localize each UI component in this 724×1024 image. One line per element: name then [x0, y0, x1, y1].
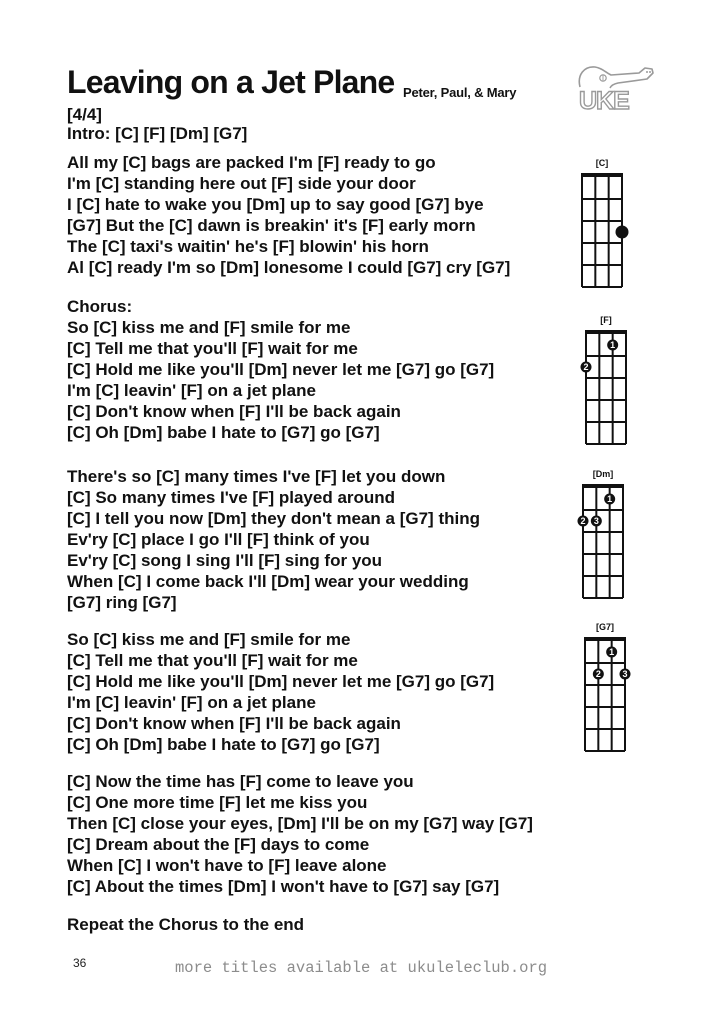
lyric-line: So [C] kiss me and [F] smile for me	[67, 317, 351, 337]
lyric-line: [C] Hold me like you'll [Dm] never let me [G7] go [G7]	[67, 359, 495, 379]
lyric-line: [C] Tell me that you'll [F] wait for me	[67, 338, 358, 358]
lyric-line: [C] Oh [Dm] babe I hate to [G7] go [G7]	[67, 734, 380, 754]
chord-label: [F]	[600, 315, 612, 325]
lyric-line: Ev'ry [C] song I sing I'll [F] sing for you	[67, 550, 383, 570]
chord-diagram-dm	[577, 469, 629, 602]
finger-number: 1	[610, 340, 616, 351]
lyric-line: [C] One more time [F] let me kiss you	[67, 792, 368, 812]
lyric-line: I'm [C] leavin' [F] on a jet plane	[67, 380, 316, 400]
lyric-line: [C] So many times I've [F] played around	[67, 487, 396, 507]
lyric-line: The [C] taxi's waitin' he's [F] blowin' his horn	[67, 236, 429, 256]
lyric-line: [G7] But the [C] dawn is breakin' it's [F] early morn	[67, 215, 476, 235]
finger-number: 2	[595, 669, 601, 680]
intro-chords: Intro: [C] [F] [Dm] [G7]	[67, 124, 248, 143]
logo-text: UKE	[579, 87, 629, 113]
lyric-line: I [C] hate to wake you [Dm] up to say good [G7] bye	[67, 194, 484, 214]
finger-dot	[616, 226, 629, 239]
lyric-line: There's so [C] many times I've [F] let you down	[67, 466, 446, 486]
lyric-line: When [C] I come back I'll [Dm] wear your wedding	[67, 571, 469, 591]
chord-label: [Dm]	[592, 469, 614, 479]
outro-instruction: Repeat the Chorus to the end	[67, 914, 305, 934]
lyric-line: [C] Don't know when [F] I'll be back again	[67, 713, 401, 733]
chord-label: [C]	[595, 158, 609, 168]
nut	[582, 484, 624, 488]
chorus-1	[67, 296, 494, 443]
lyric-line: I'm [C] leavin' [F] on a jet plane	[67, 692, 316, 712]
finger-number: 3	[622, 669, 628, 680]
chorus-2	[67, 629, 494, 755]
chord-label: [G7]	[596, 622, 614, 632]
chord-diagram-g7	[579, 622, 631, 755]
lyric-line: Ev'ry [C] place I go I'll [F] think of you	[67, 529, 370, 549]
finger-number: 2	[580, 516, 586, 527]
verse-1	[67, 152, 510, 278]
lyric-line: I'm [C] standing here out [F] side your door	[67, 173, 416, 193]
lyric-line: [C] Tell me that you'll [F] wait for me	[67, 650, 358, 670]
lyric-line: [C] I tell you now [Dm] they don't mean a [G7] thing	[67, 508, 480, 528]
fretboard-icon	[576, 173, 628, 291]
nut	[584, 637, 626, 641]
lyric-line: [G7] ring [G7]	[67, 592, 177, 612]
lyric-line: [C] About the times [Dm] I won't have to [G7] say [G7]	[67, 876, 500, 896]
time-signature: [4/4]	[67, 105, 102, 124]
verse-2	[67, 466, 480, 613]
page-number: 36	[73, 956, 87, 970]
finger-number: 1	[609, 647, 615, 658]
finger-number: 3	[593, 516, 599, 527]
chord-diagram-f	[580, 315, 632, 448]
chord-diagram-c	[576, 158, 628, 291]
song-artist: Peter, Paul, & Mary	[403, 85, 517, 100]
footer-note: more titles available at ukuleleclub.org	[175, 959, 548, 977]
fretboard-icon	[579, 637, 631, 755]
lyric-line: Al [C] ready I'm so [Dm] lonesome I could [G7] cry [G7]	[67, 257, 511, 277]
lyric-line: When [C] I won't have to [F] leave alone	[67, 855, 387, 875]
fretboard-icon	[577, 484, 629, 602]
nut	[581, 173, 623, 177]
uke-logo	[576, 63, 656, 113]
song-title: Leaving on a Jet Plane	[67, 64, 395, 100]
finger-number: 2	[583, 362, 589, 373]
ukulele-logo-icon	[576, 63, 656, 113]
lyric-line: Then [C] close your eyes, [Dm] I'll be on my [G7] way [G7]	[67, 813, 533, 833]
fretboard-icon	[580, 330, 632, 448]
lyric-line: [C] Don't know when [F] I'll be back again	[67, 401, 401, 421]
lyric-line: So [C] kiss me and [F] smile for me	[67, 629, 351, 649]
nut	[585, 330, 627, 334]
section-label: Chorus:	[67, 296, 133, 316]
lyric-line: [C] Hold me like you'll [Dm] never let me [G7] go [G7]	[67, 671, 495, 691]
verse-3	[67, 771, 533, 897]
lyric-line: [C] Oh [Dm] babe I hate to [G7] go [G7]	[67, 422, 380, 442]
lyric-line: [C] Now the time has [F] come to leave you	[67, 771, 414, 791]
lyric-line: All my [C] bags are packed I'm [F] ready to go	[67, 152, 436, 172]
finger-number: 1	[607, 494, 613, 505]
lyric-line: [C] Dream about the [F] days to come	[67, 834, 370, 854]
